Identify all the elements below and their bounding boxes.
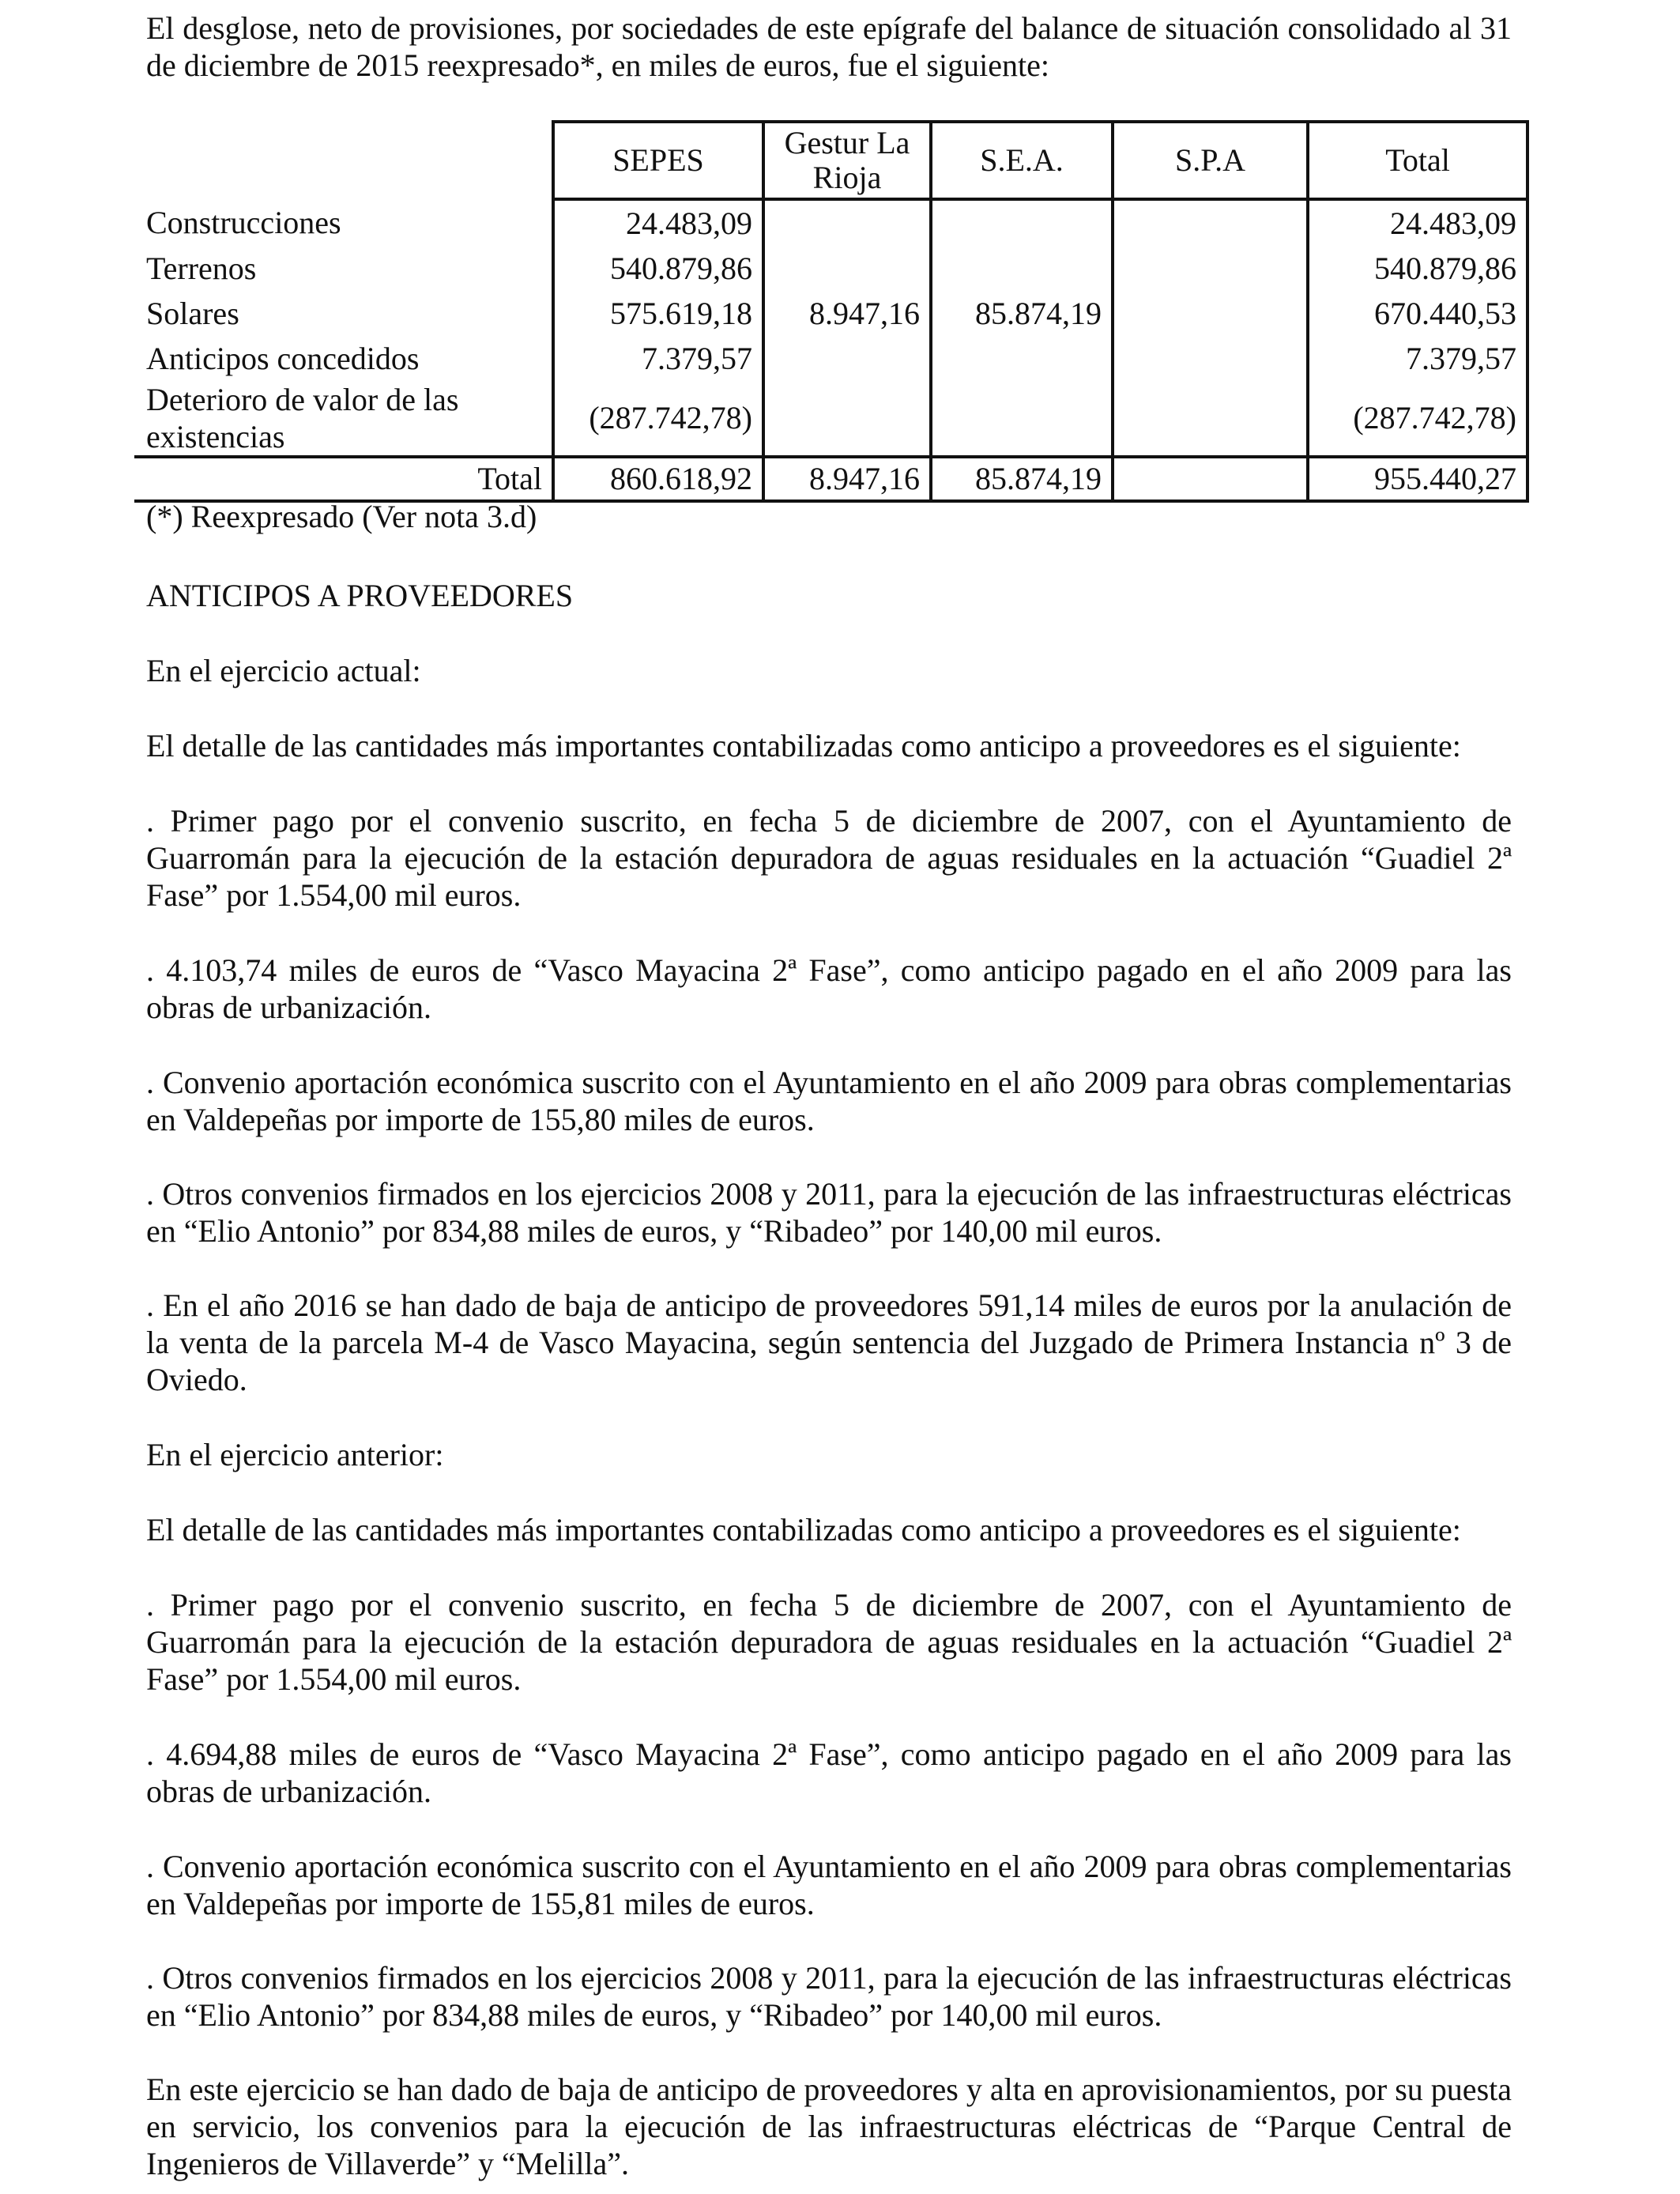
previous-closing-paragraph: En este ejercicio se han dado de baja de anticipo de proveedores y alta en aprovisionamientos, por su puesta en servicio, los convenios para la ejecución de las infraestructuras eléctricas de “Parque Central de Ingenieros de Villaverde” y “Melilla”.	[146, 2071, 1512, 2181]
cell-value: 7.379,57	[1308, 336, 1527, 381]
previous-item-2: . 4.694,88 miles de euros de “Vasco Mayacina 2ª Fase”, como anticipo pagado en el año 2009 para las obras de urbanización.	[146, 1736, 1512, 1809]
cell-value	[763, 199, 931, 246]
total-value: 8.947,16	[763, 457, 931, 501]
current-item-1: . Primer pago por el convenio suscrito, en fecha 5 de diciembre de 2007, con el Ayuntamiento de Guarromán para la ejecución de la estación depuradora de aguas residuales en la actuación “Guadiel 2ª Fase” por 1.554,00 mil euros.	[146, 803, 1512, 913]
col-header-sepes: SEPES	[553, 122, 763, 199]
cell-value: (287.742,78)	[553, 381, 763, 457]
cell-value	[931, 381, 1113, 457]
cell-value: 8.947,16	[763, 291, 931, 336]
cell-value: (287.742,78)	[1308, 381, 1527, 457]
total-value	[1113, 457, 1308, 501]
previous-year-intro: El detalle de las cantidades más importantes contabilizadas como anticipo a proveedores es el siguiente:	[146, 1512, 1461, 1547]
table-row	[134, 199, 1527, 246]
cell-value	[763, 246, 931, 291]
inventory-breakdown-table	[134, 120, 1529, 503]
table-row	[134, 246, 1527, 291]
total-label: Total	[134, 457, 553, 501]
table-footnote: (*) Reexpresado (Ver nota 3.d)	[146, 499, 537, 534]
col-header-gestur: Gestur La Rioja	[763, 122, 931, 199]
cell-value: 670.440,53	[1308, 291, 1527, 336]
current-item-2: . 4.103,74 miles de euros de “Vasco Mayacina 2ª Fase”, como anticipo pagado en el año 2009 para las obras de urbanización.	[146, 952, 1512, 1025]
row-label: Solares	[134, 291, 553, 336]
previous-year-heading: En el ejercicio anterior:	[146, 1437, 444, 1472]
table-header-row	[134, 122, 1527, 199]
col-header-total: Total	[1308, 122, 1527, 199]
table-row	[134, 381, 1527, 457]
total-value: 85.874,19	[931, 457, 1113, 501]
current-item-5: . En el año 2016 se han dado de baja de anticipo de proveedores 591,14 miles de euros por la anulación de la venta de la parcela M-4 de Vasco Mayacina, según sentencia del Juzgado de Primera Instancia nº 3 de Oviedo.	[146, 1287, 1512, 1397]
row-label: Terrenos	[134, 246, 553, 291]
col-header-spa: S.P.A	[1113, 122, 1308, 199]
cell-value	[931, 199, 1113, 246]
current-year-heading: En el ejercicio actual:	[146, 653, 421, 688]
cell-value: 540.879,86	[553, 246, 763, 291]
intro-paragraph: El desglose, neto de provisiones, por sociedades de este epígrafe del balance de situación consolidado al 31 de diciembre de 2015 reexpresado*, en miles de euros, fue el siguiente:	[146, 10, 1512, 83]
table-row	[134, 336, 1527, 381]
row-label: Deterioro de valor de las existencias	[134, 381, 553, 457]
current-item-3: . Convenio aportación económica suscrito con el Ayuntamiento en el año 2009 para obras complementarias en Valdepeñas por importe de 155,80 miles de euros.	[146, 1065, 1512, 1137]
cell-value	[931, 336, 1113, 381]
cell-value: 24.483,09	[553, 199, 763, 246]
cell-value	[931, 246, 1113, 291]
total-value: 860.618,92	[553, 457, 763, 501]
cell-value	[763, 336, 931, 381]
total-value: 955.440,27	[1308, 457, 1527, 501]
current-year-intro: El detalle de las cantidades más importantes contabilizadas como anticipo a proveedores es el siguiente:	[146, 728, 1461, 763]
cell-value	[763, 381, 931, 457]
current-item-4: . Otros convenios firmados en los ejercicios 2008 y 2011, para la ejecución de las infraestructuras eléctricas en “Elio Antonio” por 834,88 miles de euros, y “Ribadeo” por 140,00 mil euros.	[146, 1176, 1512, 1249]
previous-item-3: . Convenio aportación económica suscrito con el Ayuntamiento en el año 2009 para obras complementarias en Valdepeñas por importe de 155,81 miles de euros.	[146, 1849, 1512, 1921]
table-row	[134, 291, 1527, 336]
previous-item-4: . Otros convenios firmados en los ejercicios 2008 y 2011, para la ejecución de las infraestructuras eléctricas en “Elio Antonio” por 834,88 miles de euros, y “Ribadeo” por 140,00 mil euros.	[146, 1960, 1512, 2033]
cell-value: 7.379,57	[553, 336, 763, 381]
table-total-row	[134, 457, 1527, 501]
cell-value	[1113, 336, 1308, 381]
cell-value	[1113, 199, 1308, 246]
cell-value	[1113, 381, 1308, 457]
col-header-sea: S.E.A.	[931, 122, 1113, 199]
cell-value	[1113, 291, 1308, 336]
cell-value: 575.619,18	[553, 291, 763, 336]
cell-value: 540.879,86	[1308, 246, 1527, 291]
previous-item-1: . Primer pago por el convenio suscrito, en fecha 5 de diciembre de 2007, con el Ayuntamiento de Guarromán para la ejecución de la estación depuradora de aguas residuales en la actuación “Guadiel 2ª Fase” por 1.554,00 mil euros.	[146, 1587, 1512, 1697]
row-label: Anticipos concedidos	[134, 336, 553, 381]
cell-value: 24.483,09	[1308, 199, 1527, 246]
row-label: Construcciones	[134, 199, 553, 246]
cell-value	[1113, 246, 1308, 291]
cell-value: 85.874,19	[931, 291, 1113, 336]
header-corner	[134, 122, 553, 199]
section-title: ANTICIPOS A PROVEEDORES	[146, 578, 574, 613]
